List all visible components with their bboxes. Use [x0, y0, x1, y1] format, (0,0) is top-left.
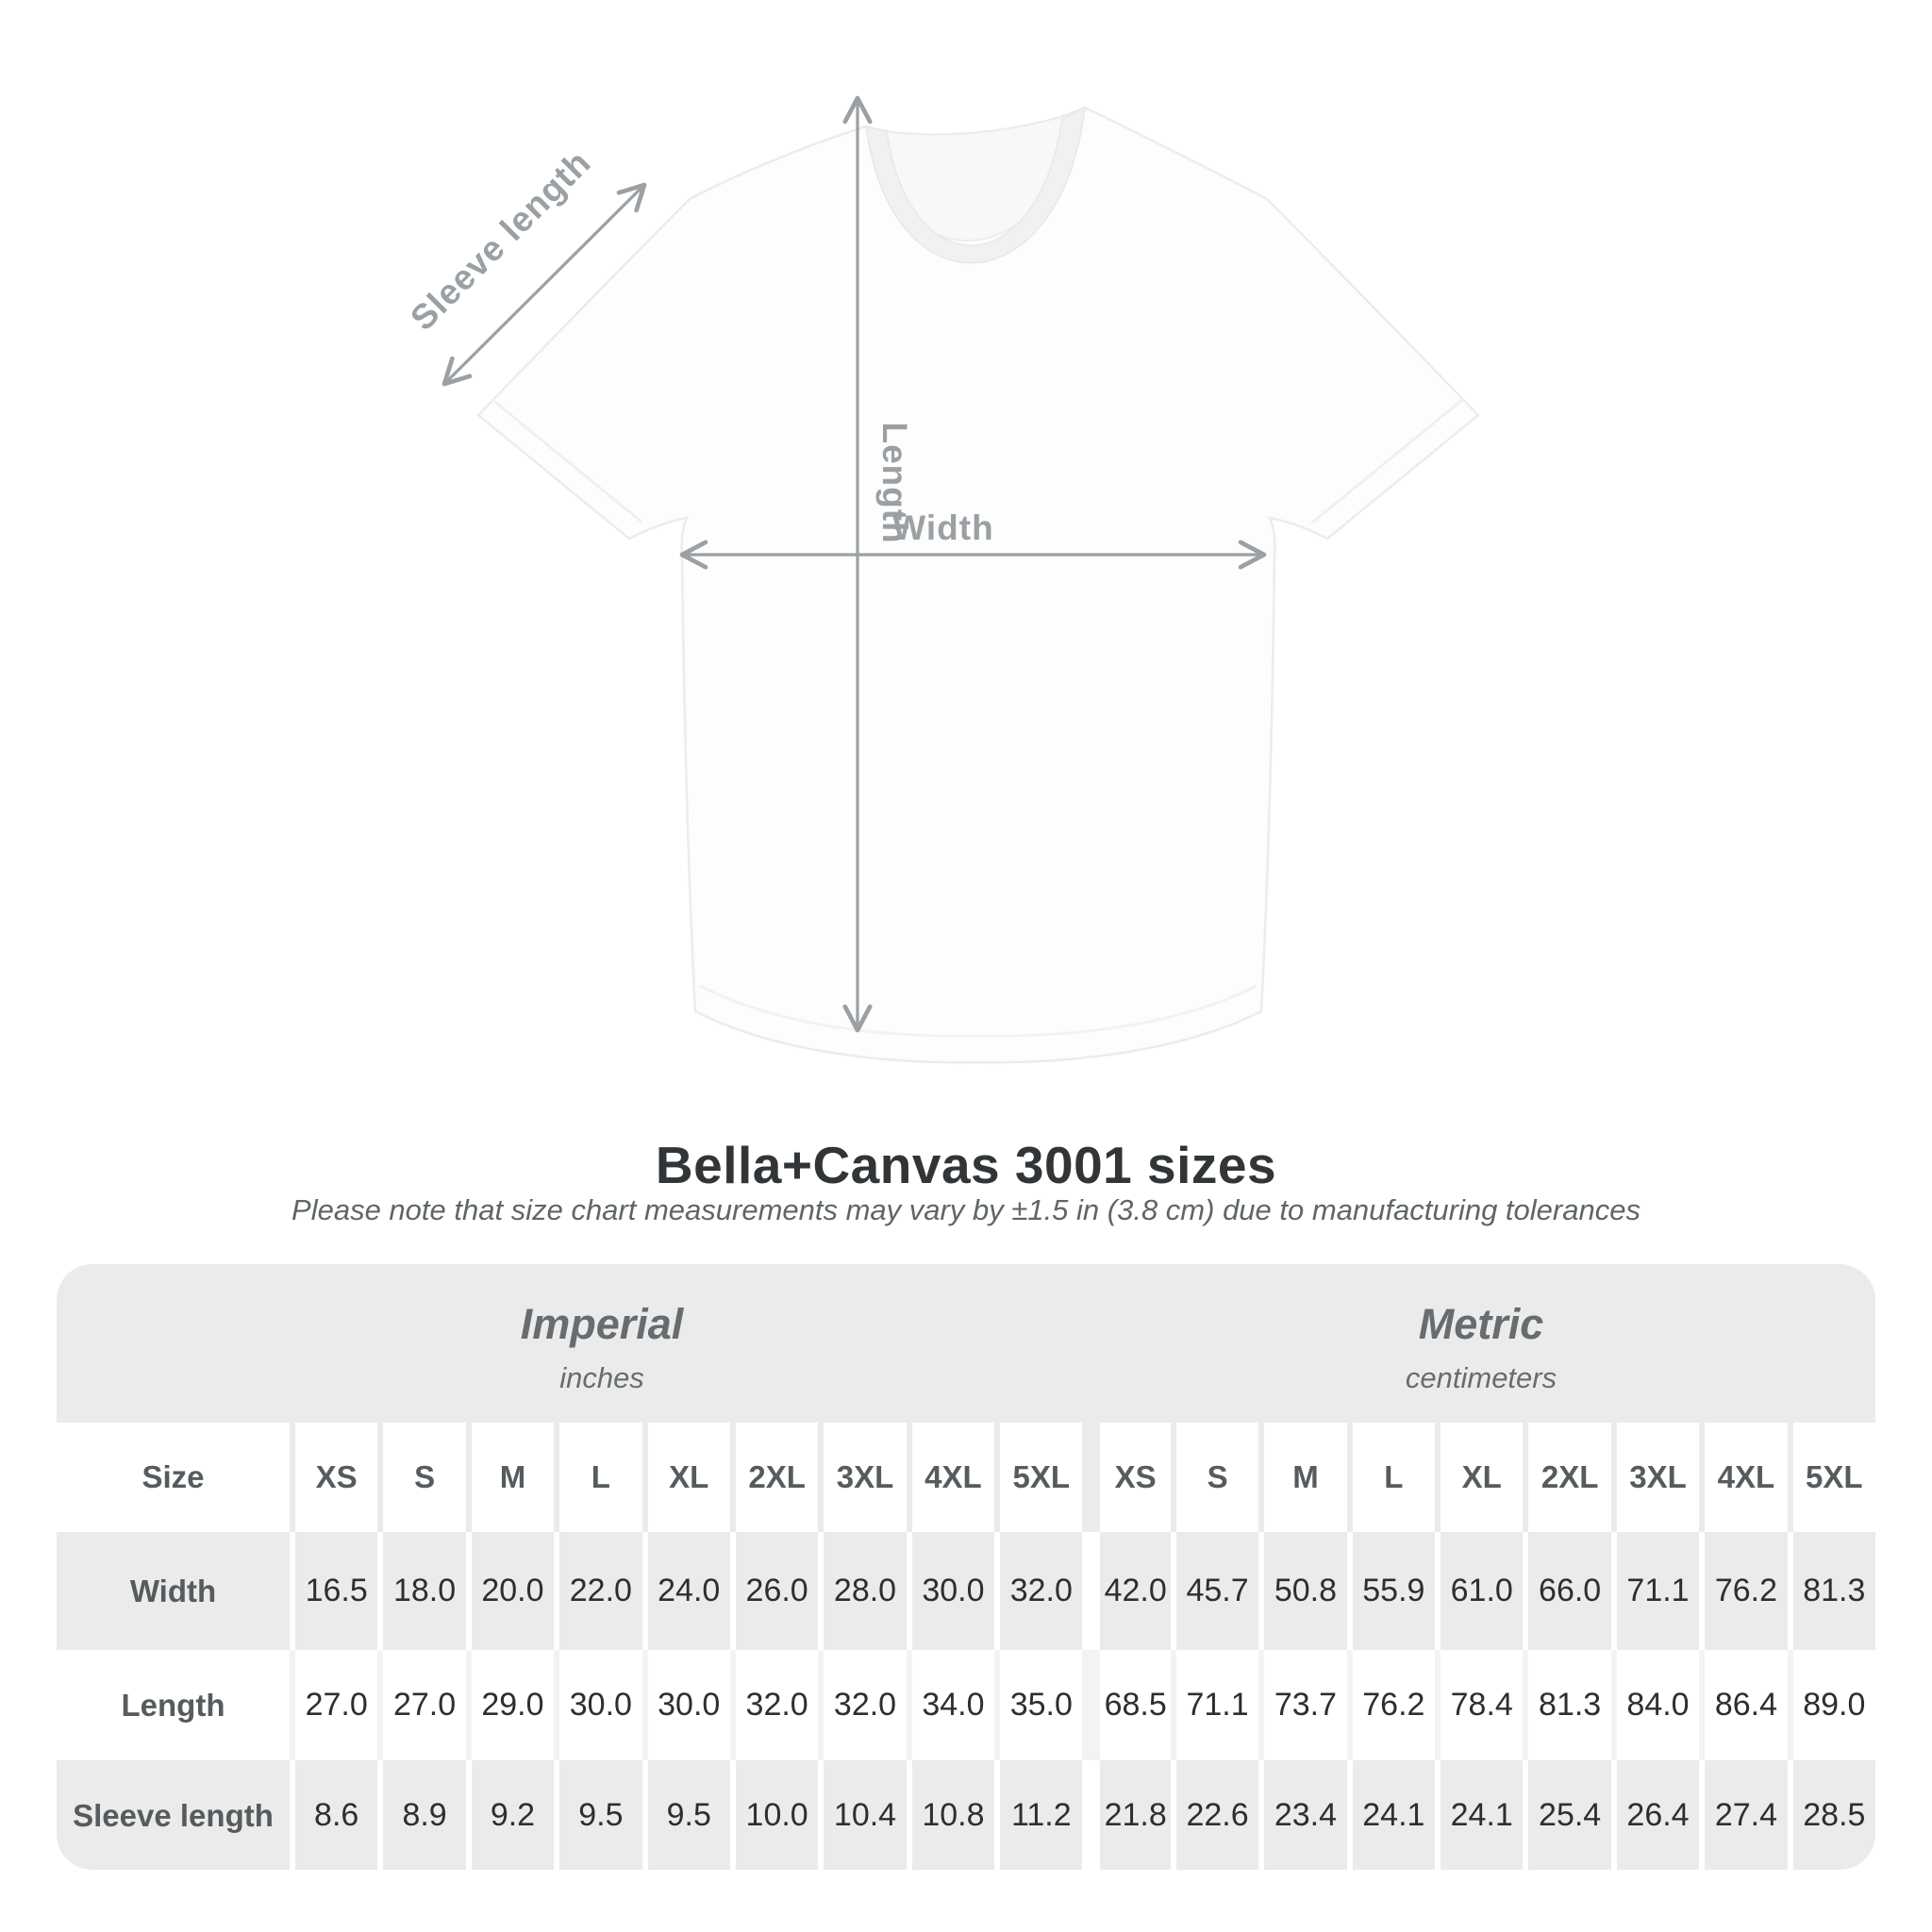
size-value-cell: 8.6	[290, 1760, 377, 1870]
size-value-cell: 55.9	[1347, 1532, 1435, 1650]
row-label: Length	[57, 1650, 290, 1760]
column-header: M	[466, 1423, 554, 1532]
column-header: 3XL	[818, 1423, 906, 1532]
metric-section-unit: centimeters	[1405, 1361, 1557, 1394]
size-value-cell: 30.0	[907, 1532, 994, 1650]
metric-section-header	[1406, 1264, 1557, 1395]
size-value-cell: 8.9	[377, 1760, 465, 1870]
column-header: XS	[1082, 1423, 1170, 1532]
size-value-cell: 42.0	[1082, 1532, 1170, 1650]
sleeve-length-label: Sleeve length	[403, 142, 599, 339]
size-value-cell: 73.7	[1258, 1650, 1346, 1760]
column-header: 2XL	[1523, 1423, 1610, 1532]
size-value-cell: 18.0	[377, 1532, 465, 1650]
size-value-cell: 10.0	[730, 1760, 818, 1870]
imperial-section-unit: inches	[559, 1361, 644, 1394]
size-value-cell: 66.0	[1523, 1532, 1610, 1650]
column-header: 4XL	[1699, 1423, 1787, 1532]
column-header: 4XL	[907, 1423, 994, 1532]
column-header: S	[377, 1423, 465, 1532]
column-header: XS	[290, 1423, 377, 1532]
size-value-cell: 32.0	[730, 1650, 818, 1760]
width-label: Width	[892, 508, 994, 547]
size-value-cell: 10.4	[818, 1760, 906, 1870]
size-value-cell: 68.5	[1082, 1650, 1170, 1760]
section-header-band	[57, 1264, 1875, 1423]
size-value-cell: 11.2	[994, 1760, 1082, 1870]
column-header: 5XL	[994, 1423, 1082, 1532]
size-value-cell: 10.8	[907, 1760, 994, 1870]
length-label: Length	[875, 422, 914, 544]
size-table	[57, 1264, 1875, 1870]
size-value-cell: 24.1	[1435, 1760, 1523, 1870]
column-header: XL	[642, 1423, 730, 1532]
size-value-cell: 21.8	[1082, 1760, 1170, 1870]
size-value-cell: 22.0	[554, 1532, 641, 1650]
table-corner-label: Size	[57, 1423, 290, 1532]
size-value-cell: 84.0	[1611, 1650, 1699, 1760]
row-label: Sleeve length	[57, 1760, 290, 1870]
size-value-cell: 26.4	[1611, 1760, 1699, 1870]
size-value-cell: 89.0	[1788, 1650, 1875, 1760]
size-value-cell: 27.0	[290, 1650, 377, 1760]
page-title: Bella+Canvas 3001 sizes	[655, 1136, 1277, 1194]
size-value-cell: 23.4	[1258, 1760, 1346, 1870]
size-value-cell: 71.1	[1611, 1532, 1699, 1650]
size-value-cell: 30.0	[642, 1650, 730, 1760]
column-header: L	[554, 1423, 641, 1532]
size-value-cell: 34.0	[907, 1650, 994, 1760]
size-value-cell: 71.1	[1171, 1650, 1258, 1760]
size-value-cell: 32.0	[994, 1532, 1082, 1650]
column-header: XL	[1435, 1423, 1523, 1532]
metric-section-title: Metric	[1418, 1300, 1544, 1348]
column-header: 2XL	[730, 1423, 818, 1532]
size-grid	[57, 1423, 1875, 1870]
size-value-cell: 27.4	[1699, 1760, 1787, 1870]
column-header: M	[1258, 1423, 1346, 1532]
size-value-cell: 28.0	[818, 1532, 906, 1650]
size-value-cell: 16.5	[290, 1532, 377, 1650]
column-header: L	[1347, 1423, 1435, 1532]
size-value-cell: 32.0	[818, 1650, 906, 1760]
size-value-cell: 28.5	[1788, 1760, 1875, 1870]
size-value-cell: 22.6	[1171, 1760, 1258, 1870]
size-value-cell: 29.0	[466, 1650, 554, 1760]
column-header: 5XL	[1788, 1423, 1875, 1532]
size-value-cell: 30.0	[554, 1650, 641, 1760]
size-value-cell: 9.5	[642, 1760, 730, 1870]
size-value-cell: 9.2	[466, 1760, 554, 1870]
size-value-cell: 25.4	[1523, 1760, 1610, 1870]
column-header: S	[1171, 1423, 1258, 1532]
size-value-cell: 50.8	[1258, 1532, 1346, 1650]
size-value-cell: 27.0	[377, 1650, 465, 1760]
size-value-cell: 81.3	[1523, 1650, 1610, 1760]
tolerance-note: Please note that size chart measurements may vary by ±1.5 in (3.8 cm) due to manufacturing tolerances	[291, 1193, 1641, 1226]
size-value-cell: 26.0	[730, 1532, 818, 1650]
size-value-cell: 81.3	[1788, 1532, 1875, 1650]
size-value-cell: 76.2	[1347, 1650, 1435, 1760]
size-value-cell: 86.4	[1699, 1650, 1787, 1760]
row-label: Width	[57, 1532, 290, 1650]
size-value-cell: 9.5	[554, 1760, 641, 1870]
size-value-cell: 24.0	[642, 1532, 730, 1650]
size-value-cell: 61.0	[1435, 1532, 1523, 1650]
size-value-cell: 76.2	[1699, 1532, 1787, 1650]
column-header: 3XL	[1611, 1423, 1699, 1532]
imperial-section-header	[521, 1264, 684, 1395]
size-value-cell: 45.7	[1171, 1532, 1258, 1650]
size-value-cell: 20.0	[466, 1532, 554, 1650]
size-value-cell: 35.0	[994, 1650, 1082, 1760]
size-value-cell: 24.1	[1347, 1760, 1435, 1870]
imperial-section-title: Imperial	[520, 1300, 684, 1348]
size-value-cell: 78.4	[1435, 1650, 1523, 1760]
